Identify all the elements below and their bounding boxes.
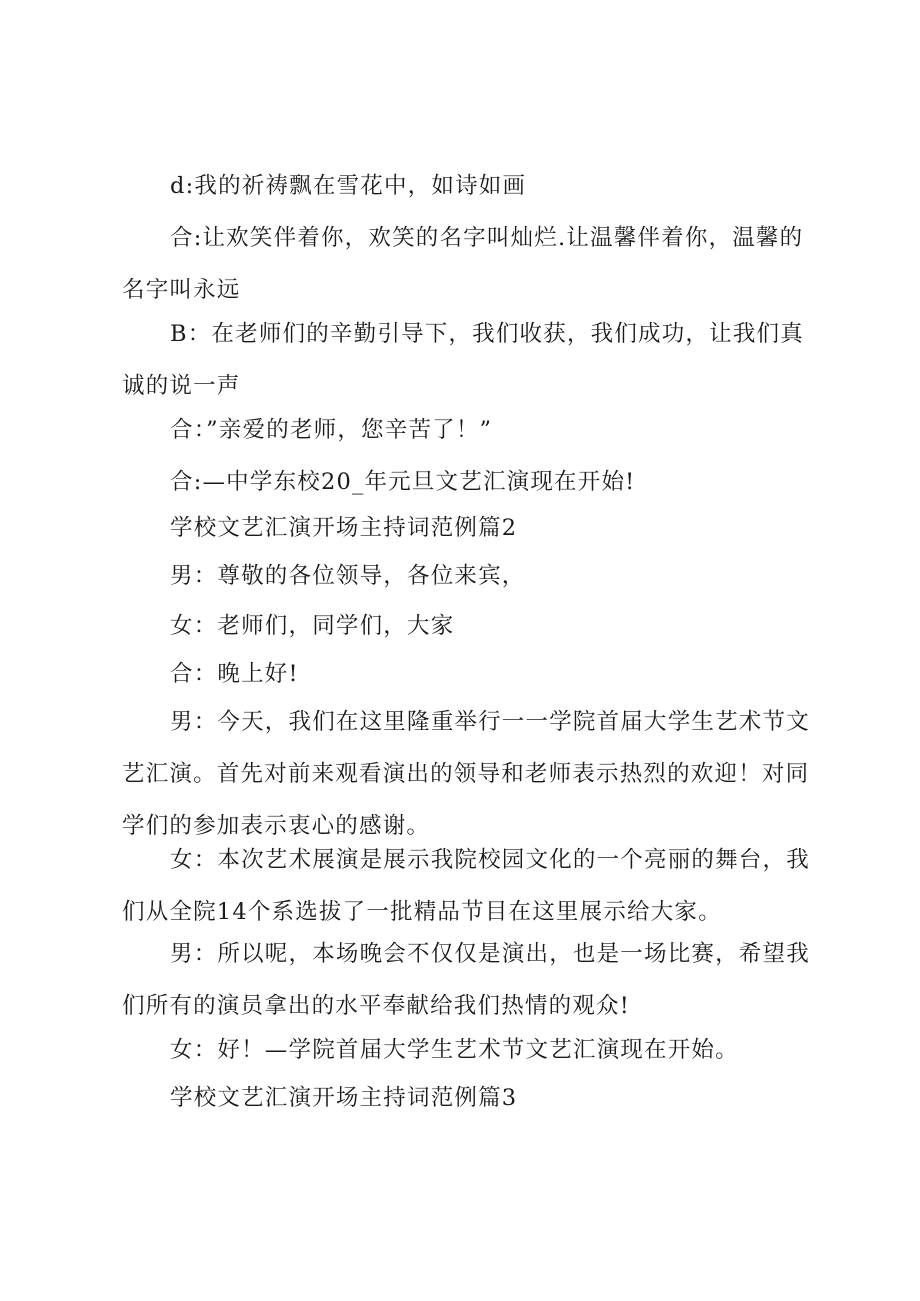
paragraph-4: 合：”亲爱的老师，您辛苦了！” xyxy=(170,417,493,443)
paragraph-5: 合:—中学东校20_年元旦文艺汇演现在开始! xyxy=(170,469,636,495)
section-heading-2: 学校文艺汇演开场主持词范例篇2 xyxy=(170,515,518,541)
paragraph-1: d:我的祈祷飘在雪花中，如诗如画 xyxy=(170,173,527,199)
paragraph-8: 合：晚上好! xyxy=(170,661,299,687)
paragraph-9: 男：今天，我们在这里隆重举行一一学院首届大学生艺术节文艺汇演。首先对前来观看演出的领导和老师表示热烈的欢迎！对同学们的参加表示衷心的感谢。 xyxy=(122,709,810,839)
paragraph-12: 女：好！—学院首届大学生艺术节文艺汇演现在开始。 xyxy=(170,1037,739,1063)
paragraph-3: B：在老师们的辛勤引导下，我们收获，我们成功，让我们真诚的说一声 xyxy=(122,321,804,399)
section-heading-3: 学校文艺汇演开场主持词范例篇3 xyxy=(170,1085,518,1111)
paragraph-6: 男：尊敬的各位领导，各位来宾， xyxy=(170,563,526,589)
paragraph-7: 女：老师们，同学们，大家 xyxy=(170,613,455,639)
paragraph-10: 女：本次艺术展演是展示我院校园文化的一个亮丽的舞台，我们从全院14个系选拔了一批精品节目在这里展示给大家。 xyxy=(122,847,810,925)
paragraph-11: 男：所以呢，本场晚会不仅仅是演出，也是一场比赛，希望我们所有的演员拿出的水平奉献给我们热情的观众! xyxy=(122,941,810,1019)
paragraph-2: 合:让欢笑伴着你，欢笑的名字叫灿烂.让温馨伴着你，温馨的名字叫永远 xyxy=(122,225,804,303)
